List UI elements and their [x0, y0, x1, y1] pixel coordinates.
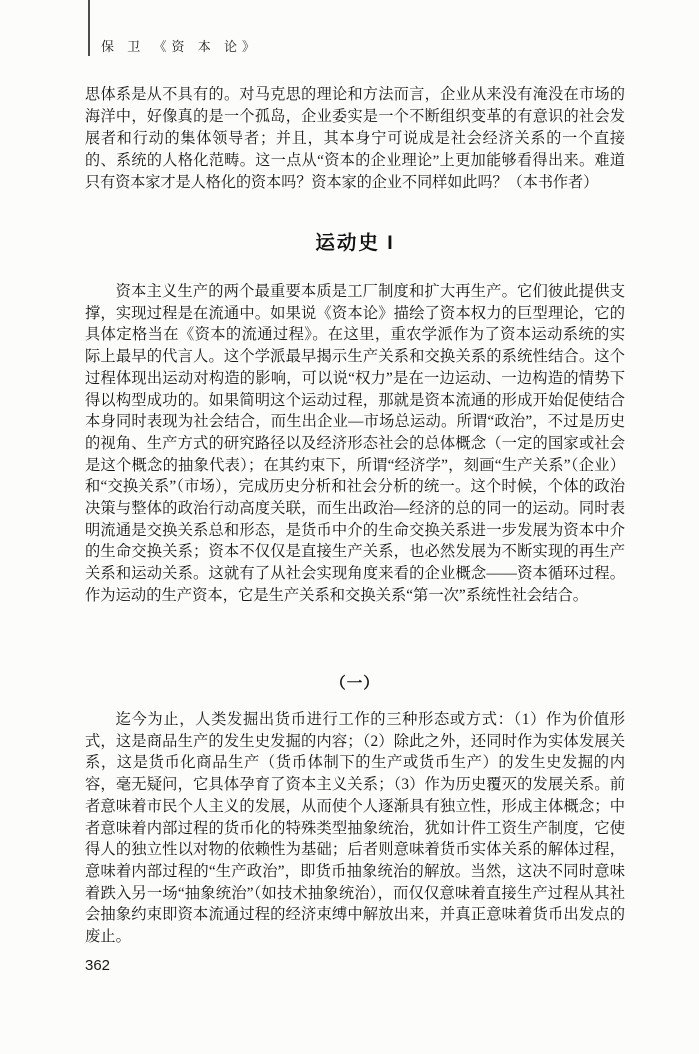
page-number: 362 [85, 957, 111, 974]
section-marker: （一） [330, 675, 380, 692]
quote-paragraph: 思体系是从不具有的。对马克思的理论和方法而言，企业从来没有淹没在市场的海洋中，好像真的是一个孤岛，企业委实是一个不断组织变革的有意识的社会发展者和行动的集体领导者；并且，其本身宁可说成是社会经济关系的一个直接的、系统的人格化范畴。这一点从“资本的企业理论”上更加能够看得出来。难道只有资本家才是人格化的资本吗？资本家的企业不同样如此吗？（本书作者） [85, 87, 625, 191]
body-paragraph-1: 资本主义生产的两个最重要本质是工厂制度和扩大再生产。它们彼此提供支撑，实现过程是在流通中。如果说《资本论》描绘了资本权力的巨型理论，它的具体定格当在《资本的流通过程》。在这里，重农学派作为了资本运动系统的实际上最早的代言人。这个学派最早揭示生产关系和交换关系的系统性结合。这个过程体现出运动对构造的影响，可以说“权力”是在一边运动、一边构造的情势下得以构型成功的。如果简明这个运动过程，那就是资本流通的形成开始促使结合本身同时表现为社会结合，而生出企业—市场总运动。所谓“政治”，不过是历史的视角、生产方式的研究路径以及经济形态社会的总体概念（一定的国家或社会是这个概念的抽象代表）；在其约束下，所谓“经济学”，刻画“生产关系”（企业）和“交换关系”（市场），完成历史分析和社会分析的统一。这个时候，个体的政治决策与整体的政治行动高度关联，而生出政治—经济的总的同一的运动。同时表明流通是交换关系总和形态，是货币中介的生命交换关系进一步发展为资本中介的生命交换关系；资本不仅仅是直接生产关系，也必然发展为不断实现的再生产关系和运动关系。这就有了从社会实现角度来看的企业概念——资本循环过程。作为运动的生产资本，它是生产关系和交换关系“第一次”系统性社会结合。 [85, 283, 625, 604]
running-head-title: 保 卫 《资 本 论》 [101, 39, 261, 54]
running-head-rule [88, 0, 90, 56]
body-paragraph-2: 迄今为止，人类发掘出货币进行工作的三种形态或方式：（1）作为价值形式，这是商品生产的发生史发掘的内容；（2）除此之外，还同时作为实体发展关系，这是货币化商品生产（货币体制下的生产或货币生产）的发生史发掘的内容，毫无疑问，它具体孕育了资本主义关系；（3）作为历史覆灭的发展关系。前者意味着市民个人主义的发展，从而使个人逐渐具有独立性，形成主体概念；中者意味着内部过程的货币化的特殊类型抽象统治，犹如计件工资生产制度，它使得人的独立性以对物的依赖性为基础；后者则意味着货币实体关系的解体过程，意味着内部过程的“生产政治”，即货币抽象统治的解放。当然，这决不同时意味着跌入另一场“抽象统治”（如技术抽象统治），而仅仅意味着直接生产过程从其社会抽象约束即资本流通过程的经济束缚中解放出来，并真正意味着货币出发点的废止。 [85, 711, 625, 946]
chapter-heading: 运动史 I [315, 232, 395, 254]
